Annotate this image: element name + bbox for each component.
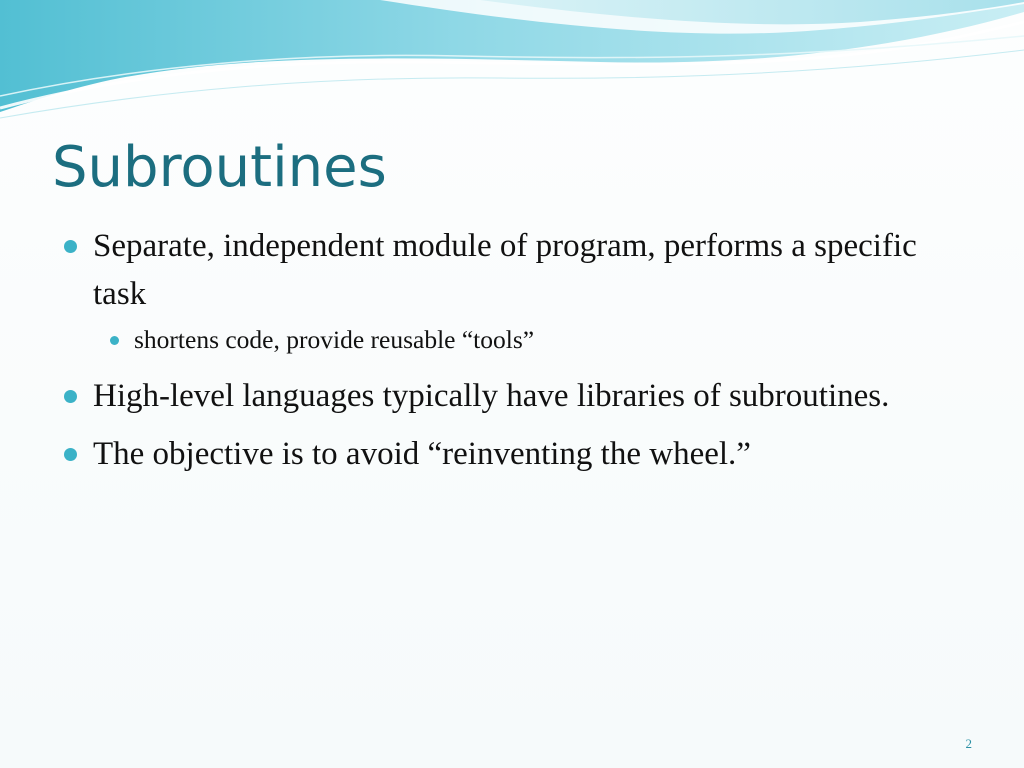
bullet-item	[60, 222, 960, 318]
sub-bullet-item	[108, 322, 960, 358]
bullet-dot-icon	[64, 448, 77, 461]
bullet-list	[60, 222, 960, 488]
bullet-text: Separate, independent module of program, performs a specific task	[93, 228, 917, 312]
bullet-dot-icon	[110, 336, 119, 345]
bullet-dot-icon	[64, 390, 77, 403]
sub-bullet-text: shortens code, provide reusable “tools”	[134, 325, 535, 354]
decorative-wave-header	[0, 0, 1024, 130]
bullet-item	[60, 430, 960, 478]
bullet-text: High-level languages typically have libraries of subroutines.	[93, 378, 890, 414]
slide-title: Subroutines	[52, 135, 387, 200]
bullet-text: The objective is to avoid “reinventing the wheel.”	[93, 436, 751, 472]
bullet-item	[60, 372, 960, 420]
page-number: 2	[965, 736, 972, 751]
bullet-dot-icon	[64, 240, 77, 253]
